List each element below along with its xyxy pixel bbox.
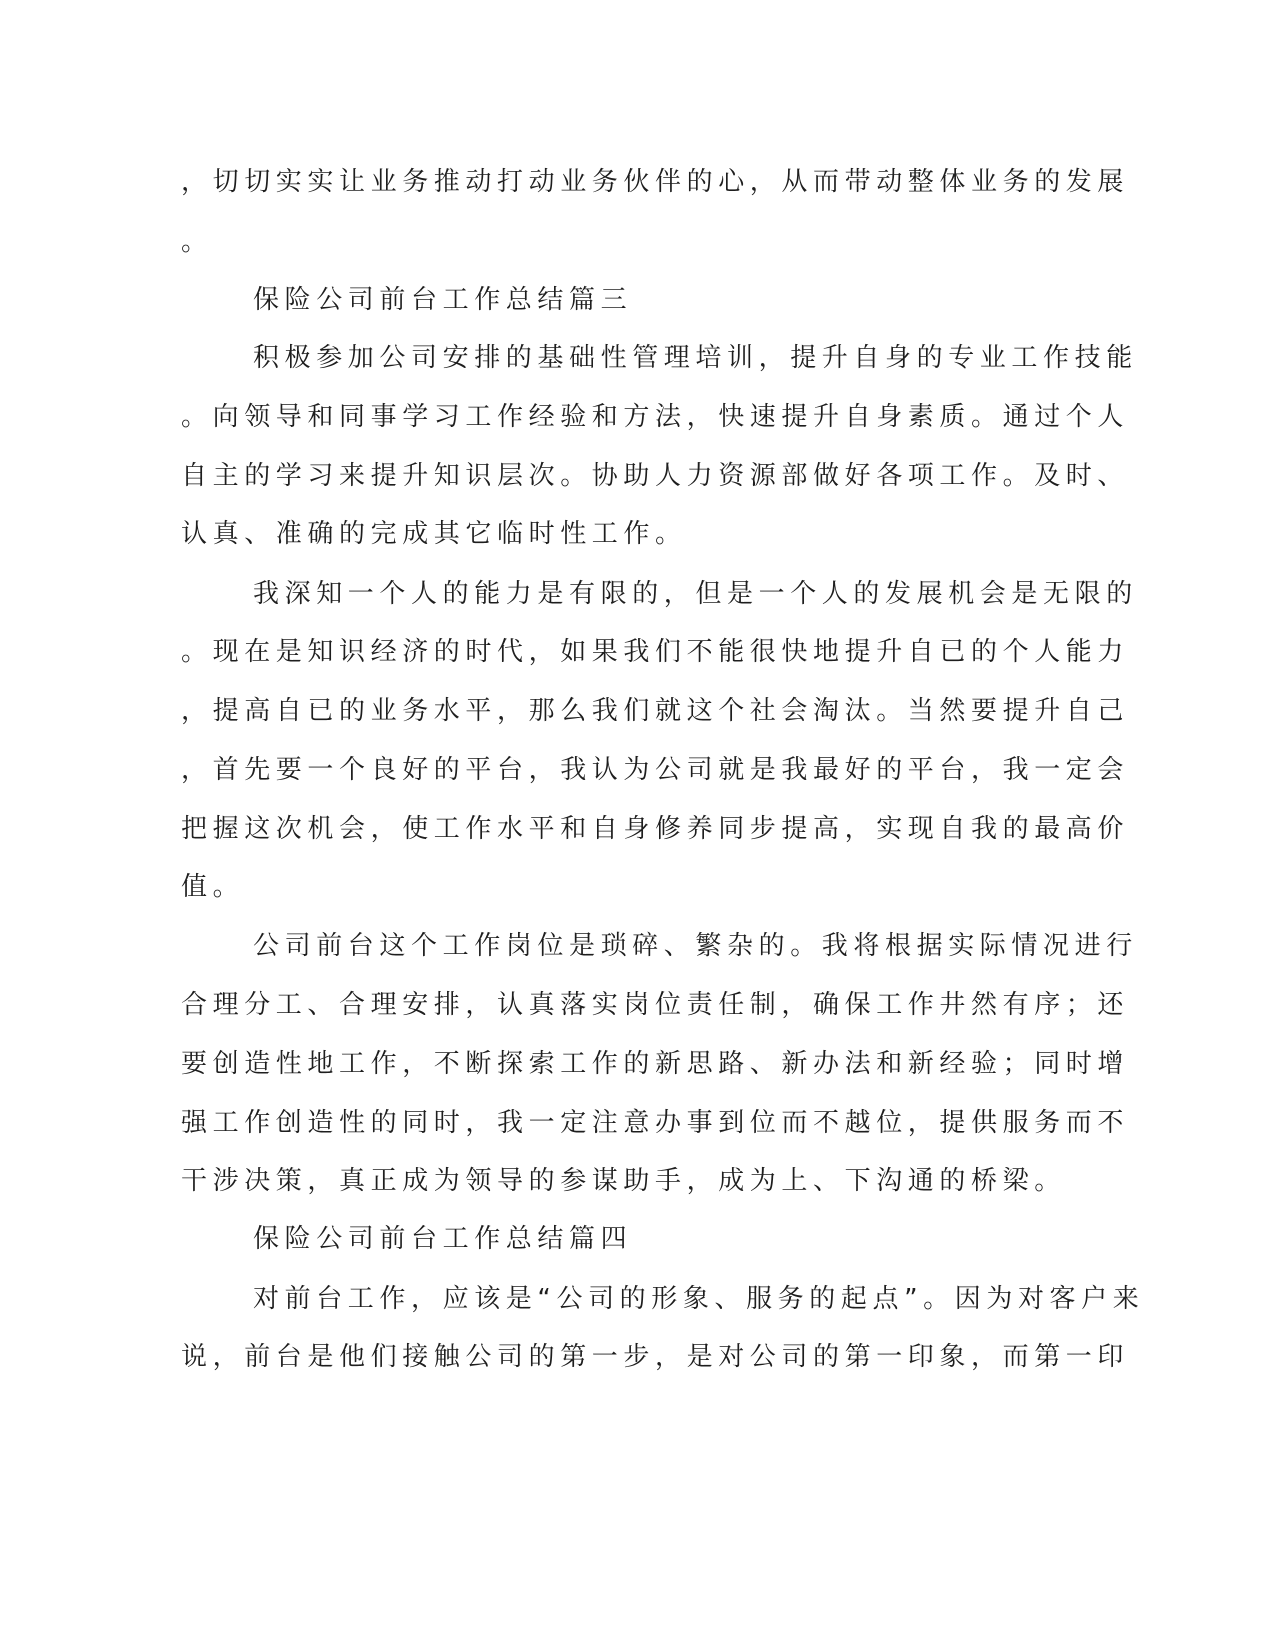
text-line: 值。 xyxy=(181,872,245,902)
text-line: 合理分工、合理安排，认真落实岗位责任制，确保工作井然有序；还 xyxy=(181,990,1130,1020)
text-line: 。 xyxy=(181,227,213,257)
text-line: 认真、准确的完成其它临时性工作。 xyxy=(181,519,687,549)
text-line: 强工作创造性的同时，我一定注意办事到位而不越位，提供服务而不 xyxy=(181,1108,1130,1138)
text-line: 干涉决策，真正成为领导的参谋助手，成为上、下沟通的桥梁。 xyxy=(181,1166,1066,1196)
section-heading: 保险公司前台工作总结篇三 xyxy=(253,285,633,315)
text-line: 把握这次机会，使工作水平和自身修养同步提高，实现自我的最高价 xyxy=(181,814,1130,844)
text-line: 。现在是知识经济的时代，如果我们不能很快地提升自已的个人能力 xyxy=(181,637,1130,667)
section-heading: 保险公司前台工作总结篇四 xyxy=(253,1224,633,1254)
text-line: 要创造性地工作，不断探索工作的新思路、新办法和新经验；同时增 xyxy=(181,1049,1130,1079)
text-line: 积极参加公司安排的基础性管理培训，提升自身的专业工作技能 xyxy=(253,343,1138,373)
text-line: 说，前台是他们接触公司的第一步，是对公司的第一印象，而第一印 xyxy=(181,1342,1130,1372)
text-line: 对前台工作，应该是“公司的形象、服务的起点”。因为对客户来 xyxy=(253,1284,1145,1314)
text-line: ，切切实实让业务推动打动业务伙伴的心，从而带动整体业务的发展 xyxy=(181,167,1130,197)
text-line: 公司前台这个工作岗位是琐碎、繁杂的。我将根据实际情况进行 xyxy=(253,931,1138,961)
text-line: ，提高自已的业务水平，那么我们就这个社会淘汰。当然要提升自己 xyxy=(181,696,1130,726)
text-line: 。向领导和同事学习工作经验和方法，快速提升自身素质。通过个人 xyxy=(181,402,1130,432)
text-line: 我深知一个人的能力是有限的，但是一个人的发展机会是无限的 xyxy=(253,579,1138,609)
text-line: ，首先要一个良好的平台，我认为公司就是我最好的平台，我一定会 xyxy=(181,755,1130,785)
text-line: 自主的学习来提升知识层次。协助人力资源部做好各项工作。及时、 xyxy=(181,461,1130,491)
